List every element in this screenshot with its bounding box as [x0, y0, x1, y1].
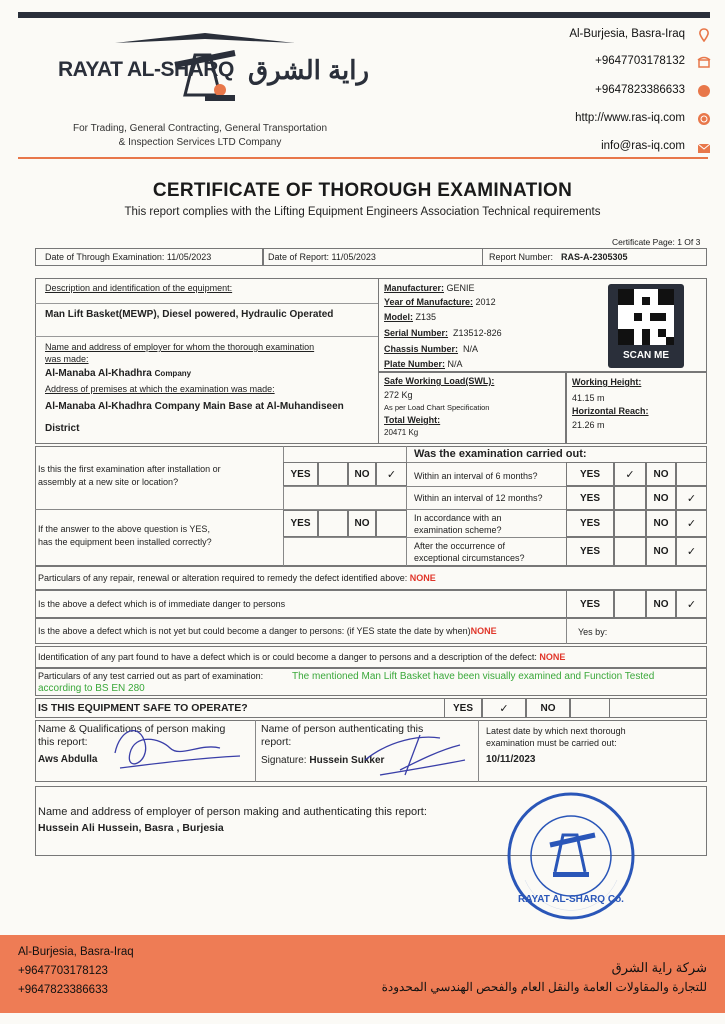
q2-yes[interactable]: YES — [283, 510, 318, 537]
weight-label: Total Weight: — [384, 415, 441, 425]
next-exam-label: Latest date by which next thorough examination must be carried out: — [486, 726, 626, 748]
equipment-description: Man Lift Basket(MEWP), Diesel powered, Hydraulic Operated — [45, 309, 334, 320]
auth-label: Name of person authenticating this report: — [261, 723, 424, 748]
auth-signature — [360, 730, 470, 782]
report-number: RAS-A-2305305 — [561, 252, 628, 262]
maker-label: Name & Qualifications of person making this report: — [38, 723, 226, 748]
model-row: Model: Z135 — [384, 312, 437, 322]
option-scheme: In accordance with an examination scheme? — [414, 513, 502, 535]
footer-address: Al-Burjesia, Basra-Iraq — [18, 946, 134, 958]
test-value: The mentioned Man Lift Basket have been visually examined and Function Tested — [292, 671, 655, 682]
safe-no[interactable]: NO — [526, 698, 570, 718]
question-first-exam: Is this the first examination after installation or assembly at a new site or location? — [38, 464, 221, 487]
opt1-yes-check[interactable]: ✓ — [614, 462, 646, 486]
swl-value: 272 Kg — [384, 390, 413, 400]
qr-code[interactable]: SCAN ME — [608, 284, 684, 368]
certificate-title: CERTIFICATE OF THOROUGH EXAMINATION — [152, 180, 573, 201]
report-date: Date of Report: 11/05/2023 — [268, 252, 376, 262]
globe-icon — [697, 112, 711, 126]
question-installed: If the answer to the above question is YES, has the equipment been installed correctly? — [38, 524, 212, 547]
maker-signature — [100, 718, 250, 778]
premises-address: Al-Manaba Al-Khadhra Company Main Base at Al-Muhandiseen — [45, 401, 344, 412]
q1-no[interactable]: NO — [348, 462, 376, 486]
option-exceptional: After the occurrence of exceptional circumstances? — [414, 541, 525, 563]
safe-yes[interactable]: YES — [444, 698, 482, 718]
option-12-months: Within an interval of 12 months? — [414, 493, 543, 503]
opt2-no-check[interactable]: ✓ — [676, 486, 707, 510]
weight-value: 20471 Kg — [384, 428, 419, 437]
contact-address: Al-Burjesia, Basra-Iraq — [569, 28, 685, 40]
immediate-no-check[interactable]: ✓ — [676, 590, 707, 618]
footer-phone-2: +9647823386633 — [18, 984, 108, 996]
brand-name-ar: راية الشرق — [248, 55, 370, 85]
phone-icon — [697, 55, 711, 69]
location-icon — [697, 28, 711, 42]
plate-row: Plate Number: N/A — [384, 359, 463, 369]
future-value: NONE — [470, 626, 497, 636]
contact-website[interactable]: http://www.ras-iq.com — [575, 112, 685, 124]
swl-note: As per Load Chart Specification — [384, 403, 490, 412]
employer-label: Name and address of employer of person making and authenticating this report: — [38, 806, 427, 818]
auth-row: Signature: Hussein Sukker — [261, 755, 385, 766]
opt4-no-check[interactable]: ✓ — [676, 537, 707, 566]
qr-code-icon — [618, 289, 674, 345]
contact-email[interactable]: info@ras-iq.com — [601, 140, 685, 152]
page-indicator: Certificate Page: 1 Of 3 — [612, 237, 701, 247]
top-bar — [18, 12, 710, 18]
yes-by-label: Yes by: — [578, 627, 608, 637]
swl-label: Safe Working Load(SWL): — [384, 376, 495, 386]
opt3-no-check[interactable]: ✓ — [676, 510, 707, 537]
chassis-row: Chassis Number: N/A — [384, 344, 479, 354]
serial-row: Serial Number: Z13512-826 — [384, 328, 502, 338]
employer-label: Name and address of employer for whom the thorough examination — [45, 342, 315, 352]
contact-phone-2: +9647823386633 — [595, 84, 685, 96]
brand-name-en: RAYAT AL-SHARQ — [58, 58, 234, 81]
maker-name: Aws Abdulla — [38, 754, 98, 765]
email-icon — [697, 141, 711, 155]
repair-value: NONE — [409, 573, 436, 583]
company-stamp: RAYAT AL-SHARQ Co. — [505, 790, 637, 922]
footer-phone-1: +9647703178123 — [18, 965, 108, 977]
carried-out-heading: Was the examination carried out: — [414, 448, 587, 460]
manufacturer-row: Manufacturer: GENIE — [384, 283, 475, 293]
contact-phone-1: +9647703178132 — [595, 55, 685, 67]
safe-yes-check[interactable]: ✓ — [482, 698, 526, 718]
height-label: Working Height: — [572, 377, 642, 387]
premises-label: Address of premises at which the examination was made: — [45, 384, 275, 394]
report-number-label: Report Number: — [489, 252, 554, 262]
q2-no[interactable]: NO — [348, 510, 376, 537]
safe-question: IS THIS EQUIPMENT SAFE TO OPERATE? — [38, 702, 248, 714]
phone-icon — [697, 84, 711, 98]
q1-yes[interactable]: YES — [283, 462, 318, 486]
header-divider — [18, 157, 708, 159]
footer-services-ar: للتجارة والمقاولات العامة والنقل العام والفحص الهندسي المحدودة — [381, 980, 707, 994]
year-row: Year of Manufacture: 2012 — [384, 297, 496, 307]
employer-address: Hussein Ali Hussein, Basra , Burjesia — [38, 822, 224, 834]
reach-label: Horizontal Reach: — [572, 406, 649, 416]
exam-date: Date of Through Examination: 11/05/2023 — [45, 252, 212, 262]
option-6-months: Within an interval of 6 months? — [414, 471, 538, 481]
reach-value: 21.26 m — [572, 420, 605, 430]
height-value: 41.15 m — [572, 393, 605, 403]
employer-name: Al-Manaba Al-Khadhra Company — [45, 368, 192, 379]
next-exam-date: 10/11/2023 — [486, 754, 536, 765]
certificate-subtitle: This report complies with the Lifting Equipment Engineers Association Technical requirements — [124, 206, 601, 218]
desc-label: Description and identification of the equipment: — [45, 283, 233, 293]
q1-no-check[interactable]: ✓ — [376, 462, 407, 486]
identify-value: NONE — [539, 652, 566, 662]
footer-company-ar: شركة راية الشرق — [611, 960, 707, 975]
tagline: For Trading, General Contracting, General Transportation & Inspection Services LTD Company — [72, 123, 328, 148]
